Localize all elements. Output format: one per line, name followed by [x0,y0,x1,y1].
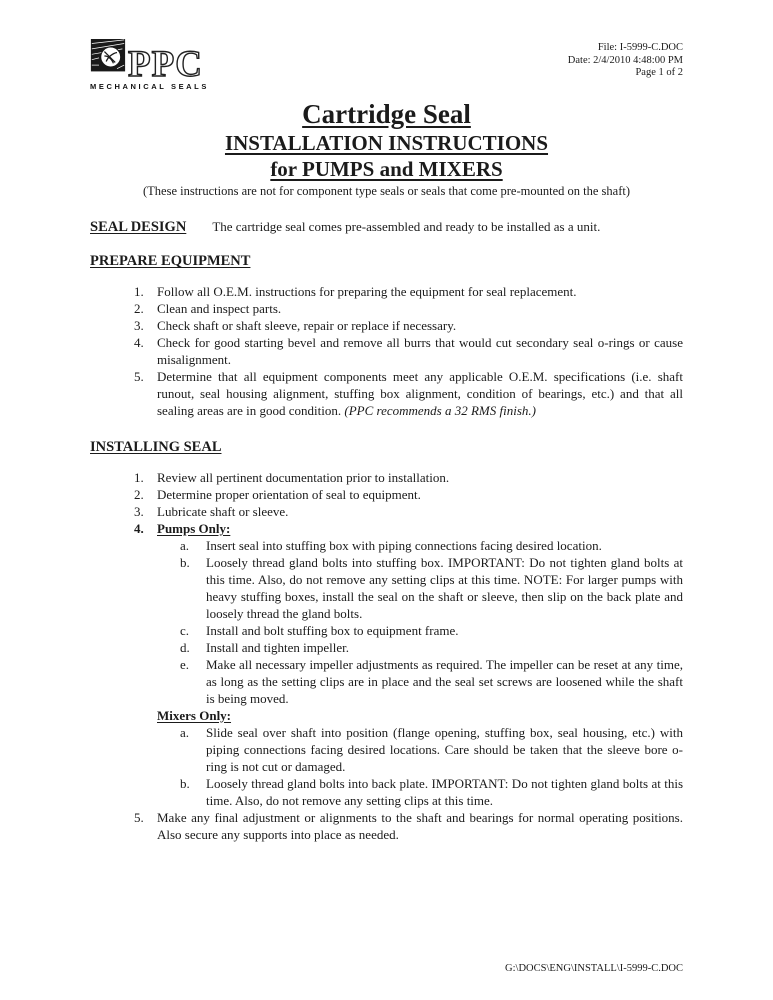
installing-seal-list [134,469,683,843]
sub-item-letter: c. [180,623,190,638]
file-line: File: I-5999-C.DOC [597,42,683,53]
item-number: 1. [134,470,144,485]
sub-item [180,622,683,639]
installing-seal-section [90,438,683,456]
list-item [134,300,683,317]
item-text-main: Determine that all equipment components meet any applicable O.E.M. specifications (i.e. shaft runout, seal housing alignment, stuffing box alignment, condition of bearings, etc.) and that all sealing areas are in good condition. [157,369,683,418]
list-item [134,469,683,486]
item-number: 3. [134,504,144,519]
list-item [134,334,683,368]
item-text: Lubricate shaft or sleeve. [157,504,289,519]
seal-design-heading: SEAL DESIGN [90,219,187,235]
document-subtitle-2: for PUMPS and MIXERS [270,157,503,181]
item-text: Clean and inspect parts. [157,301,282,316]
sub-item-letter: a. [180,725,190,740]
company-logo [90,38,209,91]
sub-item-text: Loosely thread gland bolts into back plate. IMPORTANT: Do not tighten gland bolts at this time. Also, do not remove any setting clips at this time. [206,776,683,808]
sub-item-text: Insert seal into stuffing box with piping connections facing desired location. [206,538,602,553]
item-text: Determine proper orientation of seal to equipment. [157,487,421,502]
item-number: 1. [134,284,144,299]
sub-item-letter: b. [180,776,190,791]
item-number: 3. [134,318,144,333]
seal-design-body: The cartridge seal comes pre-assembled and ready to be installed as a unit. [212,219,601,234]
item-text: Follow all O.E.M. instructions for preparing the equipment for seal replacement. [157,284,577,299]
sub-item-text: Install and tighten impeller. [206,640,349,655]
item-number: 4. [134,521,144,536]
prepare-equipment-list [134,283,683,419]
list-item [134,283,683,300]
seal-emblem-icon [90,38,126,81]
list-item [134,317,683,334]
item-number: 2. [134,301,144,316]
list-item-4 [134,520,683,809]
document-subtitle-1: INSTALLATION INSTRUCTIONS [224,131,549,155]
mixers-only-label: Mixers Only: [157,708,232,723]
installing-seal-heading: INSTALLING SEAL [90,439,222,455]
sub-item [180,775,683,809]
item-number: 2. [134,487,144,502]
document-title: Cartridge Seal [302,99,471,129]
item-4-content [157,520,683,809]
pumps-only-label: Pumps Only: [157,521,231,536]
item-text: Review all pertinent documentation prior to installation. [157,470,450,485]
title-note: (These instructions are not for component type seals or seals that come pre-mounted on the shaft) [142,184,630,198]
sub-item [180,724,683,775]
sub-item-text: Loosely thread gland bolts into stuffing box. IMPORTANT: Do not tighten gland bolts at this time. Also, do not remove any setting clips at this time. NOTE: For larger pumps with heavy stuffing boxes, install the seal on the shaft or sleeve, then slip on the back plate and loosely thread the gland bolts. [206,555,683,621]
footer-file-path: G:\DOCS\ENG\INSTALL\I-5999-C.DOC [505,963,683,974]
sub-item [180,537,683,554]
sub-item-text: Make all necessary impeller adjustments as required. The impeller can be reset at any time, as long as the setting clips are in place and the seal set screws are loosened while the shaft is being moved. [206,657,683,706]
title-block [90,98,683,199]
sub-item-letter: a. [180,538,190,553]
prepare-equipment-heading: PREPARE EQUIPMENT [90,253,251,269]
sub-item [180,554,683,622]
item-text: Check shaft or shaft sleeve, repair or replace if necessary. [157,318,457,333]
sub-item [180,639,683,656]
page-header [90,38,683,94]
item-text: Check for good starting bevel and remove all burrs that would cut secondary seal o-rings or cause misalignment. [157,335,683,367]
logo-acronym: PPC [128,44,203,85]
file-info-block [568,38,683,80]
item-text [157,368,683,419]
sub-item-letter: d. [180,640,190,655]
item-number: 5. [134,810,144,825]
list-item [134,486,683,503]
list-item [134,368,683,419]
item-text: Make any final adjustment or alignments to the shaft and bearings for normal operating positions. Also secure any supports into place as needed. [157,810,683,842]
pumps-steps [180,537,683,707]
list-item [134,809,683,843]
item-number: 4. [134,335,144,350]
sub-item-letter: e. [180,657,190,672]
sub-item-text: Install and bolt stuffing box to equipment frame. [206,623,459,638]
sub-item-text: Slide seal over shaft into position (flange opening, stuffing box, seal housing, etc.) with piping connections facing desired locations. Care should be taken that the sleeve bore o-ring is not cut or damaged. [206,725,683,774]
item-text-italic: (PPC recommends a 32 RMS finish.) [344,403,536,418]
mixers-steps [180,724,683,809]
prepare-equipment-section [90,252,683,270]
sub-item-letter: b. [180,555,190,570]
seal-design-section [90,218,683,236]
page-number-line: Page 1 of 2 [635,67,683,78]
item-number: 5. [134,369,144,384]
list-item [134,503,683,520]
date-line: Date: 2/4/2010 4:48:00 PM [567,54,683,66]
logo-tagline: MECHANICAL SEALS [90,82,209,91]
sub-item [180,656,683,707]
